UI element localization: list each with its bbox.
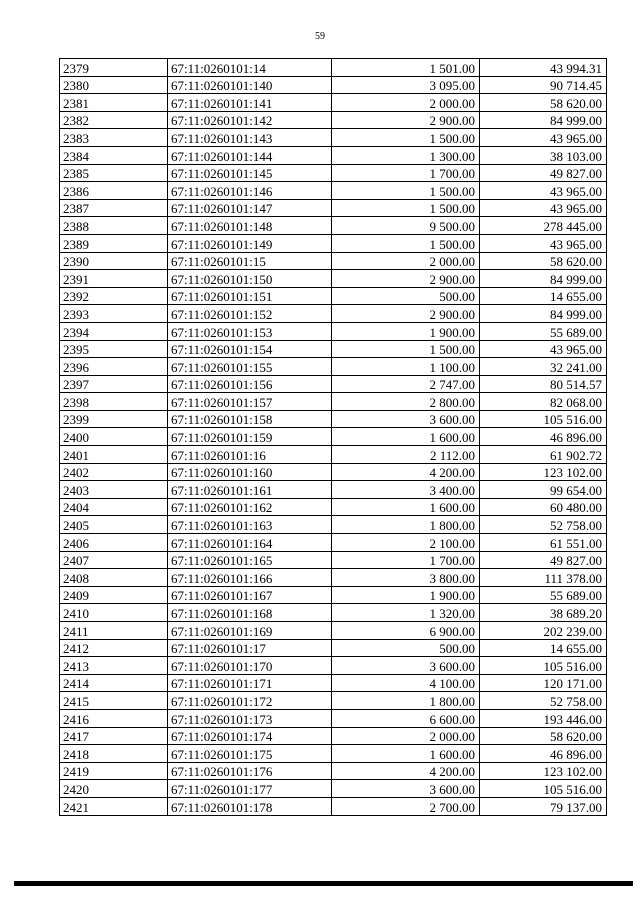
area-cell: 1 800.00	[332, 692, 480, 710]
row-number-cell: 2420	[60, 780, 168, 798]
row-number-cell: 2421	[60, 797, 168, 815]
cadastral-number-cell: 67:11:0260101:145	[168, 164, 332, 182]
row-number-cell: 2397	[60, 375, 168, 393]
cadastral-number-cell: 67:11:0260101:167	[168, 586, 332, 604]
cadastral-number-cell: 67:11:0260101:178	[168, 797, 332, 815]
cadastral-number-cell: 67:11:0260101:160	[168, 463, 332, 481]
cadastral-number-cell: 67:11:0260101:144	[168, 146, 332, 164]
area-cell: 1 700.00	[332, 164, 480, 182]
table-row	[60, 217, 607, 235]
row-number-cell: 2416	[60, 709, 168, 727]
value-cell: 111 378.00	[480, 569, 607, 587]
area-cell: 1 500.00	[332, 129, 480, 147]
table-row	[60, 410, 607, 428]
cadastral-number-cell: 67:11:0260101:150	[168, 270, 332, 288]
area-cell: 2 700.00	[332, 797, 480, 815]
table-row	[60, 322, 607, 340]
cadastral-number-cell: 67:11:0260101:164	[168, 534, 332, 552]
table-row	[60, 446, 607, 464]
row-number-cell: 2398	[60, 393, 168, 411]
area-cell: 3 095.00	[332, 76, 480, 94]
table-row	[60, 182, 607, 200]
area-cell: 1 800.00	[332, 516, 480, 534]
area-cell: 1 320.00	[332, 604, 480, 622]
row-number-cell: 2410	[60, 604, 168, 622]
row-number-cell: 2407	[60, 551, 168, 569]
row-number-cell: 2388	[60, 217, 168, 235]
cadastral-number-cell: 67:11:0260101:173	[168, 709, 332, 727]
table-row	[60, 709, 607, 727]
table-row	[60, 358, 607, 376]
value-cell: 60 480.00	[480, 498, 607, 516]
cadastral-number-cell: 67:11:0260101:166	[168, 569, 332, 587]
value-cell: 61 551.00	[480, 534, 607, 552]
value-cell: 79 137.00	[480, 797, 607, 815]
value-cell: 46 896.00	[480, 428, 607, 446]
area-cell: 3 800.00	[332, 569, 480, 587]
table-row	[60, 234, 607, 252]
cadastral-number-cell: 67:11:0260101:153	[168, 322, 332, 340]
table-row	[60, 762, 607, 780]
area-cell: 6 600.00	[332, 709, 480, 727]
table-row	[60, 551, 607, 569]
value-cell: 84 999.00	[480, 305, 607, 323]
value-cell: 14 655.00	[480, 287, 607, 305]
area-cell: 2 100.00	[332, 534, 480, 552]
area-cell: 3 400.00	[332, 481, 480, 499]
table-row	[60, 639, 607, 657]
footer-rule	[14, 881, 633, 886]
row-number-cell: 2400	[60, 428, 168, 446]
area-cell: 1 300.00	[332, 146, 480, 164]
table-row	[60, 129, 607, 147]
table-row	[60, 516, 607, 534]
table-row	[60, 428, 607, 446]
row-number-cell: 2390	[60, 252, 168, 270]
value-cell: 43 965.00	[480, 129, 607, 147]
area-cell: 4 200.00	[332, 762, 480, 780]
area-cell: 6 900.00	[332, 622, 480, 640]
cadastral-number-cell: 67:11:0260101:157	[168, 393, 332, 411]
cadastral-number-cell: 67:11:0260101:154	[168, 340, 332, 358]
row-number-cell: 2417	[60, 727, 168, 745]
row-number-cell: 2386	[60, 182, 168, 200]
table-row	[60, 164, 607, 182]
value-cell: 105 516.00	[480, 410, 607, 428]
value-cell: 58 620.00	[480, 727, 607, 745]
cadastral-number-cell: 67:11:0260101:14	[168, 59, 332, 77]
area-cell: 1 700.00	[332, 551, 480, 569]
value-cell: 84 999.00	[480, 111, 607, 129]
table-row	[60, 727, 607, 745]
value-cell: 43 965.00	[480, 340, 607, 358]
cadastral-number-cell: 67:11:0260101:151	[168, 287, 332, 305]
area-cell: 2 900.00	[332, 270, 480, 288]
row-number-cell: 2415	[60, 692, 168, 710]
value-cell: 82 068.00	[480, 393, 607, 411]
table-row	[60, 797, 607, 815]
value-cell: 80 514.57	[480, 375, 607, 393]
row-number-cell: 2399	[60, 410, 168, 428]
table-row	[60, 604, 607, 622]
row-number-cell: 2408	[60, 569, 168, 587]
value-cell: 90 714.45	[480, 76, 607, 94]
area-cell: 4 200.00	[332, 463, 480, 481]
area-cell: 1 500.00	[332, 340, 480, 358]
cadastral-number-cell: 67:11:0260101:165	[168, 551, 332, 569]
table-row	[60, 569, 607, 587]
cadastral-number-cell: 67:11:0260101:171	[168, 674, 332, 692]
area-cell: 3 600.00	[332, 780, 480, 798]
area-cell: 1 500.00	[332, 199, 480, 217]
cadastral-number-cell: 67:11:0260101:155	[168, 358, 332, 376]
row-number-cell: 2406	[60, 534, 168, 552]
value-cell: 120 171.00	[480, 674, 607, 692]
row-number-cell: 2382	[60, 111, 168, 129]
cadastral-table-container	[59, 58, 607, 816]
area-cell: 2 747.00	[332, 375, 480, 393]
table-row	[60, 622, 607, 640]
row-number-cell: 2384	[60, 146, 168, 164]
value-cell: 193 446.00	[480, 709, 607, 727]
cadastral-number-cell: 67:11:0260101:158	[168, 410, 332, 428]
value-cell: 38 103.00	[480, 146, 607, 164]
cadastral-table	[59, 58, 607, 816]
value-cell: 123 102.00	[480, 463, 607, 481]
table-row	[60, 252, 607, 270]
row-number-cell: 2380	[60, 76, 168, 94]
cadastral-number-cell: 67:11:0260101:168	[168, 604, 332, 622]
cadastral-number-cell: 67:11:0260101:142	[168, 111, 332, 129]
area-cell: 2 900.00	[332, 305, 480, 323]
value-cell: 46 896.00	[480, 745, 607, 763]
row-number-cell: 2418	[60, 745, 168, 763]
table-row	[60, 692, 607, 710]
table-row	[60, 780, 607, 798]
table-row	[60, 94, 607, 112]
cadastral-number-cell: 67:11:0260101:163	[168, 516, 332, 534]
row-number-cell: 2404	[60, 498, 168, 516]
cadastral-number-cell: 67:11:0260101:172	[168, 692, 332, 710]
row-number-cell: 2401	[60, 446, 168, 464]
row-number-cell: 2419	[60, 762, 168, 780]
cadastral-number-cell: 67:11:0260101:143	[168, 129, 332, 147]
table-row	[60, 76, 607, 94]
row-number-cell: 2379	[60, 59, 168, 77]
row-number-cell: 2391	[60, 270, 168, 288]
row-number-cell: 2409	[60, 586, 168, 604]
area-cell: 4 100.00	[332, 674, 480, 692]
cadastral-number-cell: 67:11:0260101:159	[168, 428, 332, 446]
area-cell: 1 100.00	[332, 358, 480, 376]
table-row	[60, 270, 607, 288]
page-number: 59	[315, 31, 325, 42]
table-row	[60, 59, 607, 77]
value-cell: 43 965.00	[480, 182, 607, 200]
area-cell: 1 501.00	[332, 59, 480, 77]
row-number-cell: 2389	[60, 234, 168, 252]
table-row	[60, 146, 607, 164]
cadastral-number-cell: 67:11:0260101:174	[168, 727, 332, 745]
area-cell: 2 000.00	[332, 727, 480, 745]
row-number-cell: 2402	[60, 463, 168, 481]
table-row	[60, 674, 607, 692]
row-number-cell: 2414	[60, 674, 168, 692]
table-row	[60, 340, 607, 358]
area-cell: 2 900.00	[332, 111, 480, 129]
cadastral-number-cell: 67:11:0260101:152	[168, 305, 332, 323]
row-number-cell: 2387	[60, 199, 168, 217]
cadastral-number-cell: 67:11:0260101:162	[168, 498, 332, 516]
area-cell: 3 600.00	[332, 410, 480, 428]
cadastral-number-cell: 67:11:0260101:146	[168, 182, 332, 200]
table-row	[60, 305, 607, 323]
cadastral-number-cell: 67:11:0260101:141	[168, 94, 332, 112]
value-cell: 58 620.00	[480, 252, 607, 270]
table-row	[60, 657, 607, 675]
value-cell: 43 965.00	[480, 234, 607, 252]
area-cell: 1 600.00	[332, 745, 480, 763]
value-cell: 49 827.00	[480, 551, 607, 569]
table-row	[60, 375, 607, 393]
cadastral-number-cell: 67:11:0260101:148	[168, 217, 332, 235]
area-cell: 9 500.00	[332, 217, 480, 235]
row-number-cell: 2385	[60, 164, 168, 182]
value-cell: 55 689.00	[480, 322, 607, 340]
area-cell: 1 600.00	[332, 498, 480, 516]
row-number-cell: 2393	[60, 305, 168, 323]
value-cell: 123 102.00	[480, 762, 607, 780]
value-cell: 58 620.00	[480, 94, 607, 112]
area-cell: 2 000.00	[332, 252, 480, 270]
value-cell: 105 516.00	[480, 780, 607, 798]
area-cell: 1 500.00	[332, 182, 480, 200]
table-row	[60, 481, 607, 499]
table-row	[60, 287, 607, 305]
value-cell: 278 445.00	[480, 217, 607, 235]
value-cell: 32 241.00	[480, 358, 607, 376]
value-cell: 61 902.72	[480, 446, 607, 464]
cadastral-number-cell: 67:11:0260101:147	[168, 199, 332, 217]
cadastral-number-cell: 67:11:0260101:170	[168, 657, 332, 675]
value-cell: 99 654.00	[480, 481, 607, 499]
table-row	[60, 463, 607, 481]
row-number-cell: 2381	[60, 94, 168, 112]
value-cell: 105 516.00	[480, 657, 607, 675]
row-number-cell: 2403	[60, 481, 168, 499]
table-row	[60, 498, 607, 516]
table-row	[60, 534, 607, 552]
row-number-cell: 2405	[60, 516, 168, 534]
table-row	[60, 586, 607, 604]
row-number-cell: 2383	[60, 129, 168, 147]
table-body	[60, 59, 607, 816]
cadastral-number-cell: 67:11:0260101:140	[168, 76, 332, 94]
value-cell: 84 999.00	[480, 270, 607, 288]
area-cell: 500.00	[332, 287, 480, 305]
table-row	[60, 393, 607, 411]
value-cell: 52 758.00	[480, 516, 607, 534]
area-cell: 1 600.00	[332, 428, 480, 446]
value-cell: 43 965.00	[480, 199, 607, 217]
cadastral-number-cell: 67:11:0260101:177	[168, 780, 332, 798]
cadastral-number-cell: 67:11:0260101:175	[168, 745, 332, 763]
area-cell: 1 900.00	[332, 586, 480, 604]
row-number-cell: 2411	[60, 622, 168, 640]
area-cell: 1 900.00	[332, 322, 480, 340]
area-cell: 1 500.00	[332, 234, 480, 252]
row-number-cell: 2412	[60, 639, 168, 657]
area-cell: 2 800.00	[332, 393, 480, 411]
area-cell: 3 600.00	[332, 657, 480, 675]
row-number-cell: 2413	[60, 657, 168, 675]
cadastral-number-cell: 67:11:0260101:16	[168, 446, 332, 464]
value-cell: 14 655.00	[480, 639, 607, 657]
table-row	[60, 111, 607, 129]
row-number-cell: 2396	[60, 358, 168, 376]
cadastral-number-cell: 67:11:0260101:169	[168, 622, 332, 640]
cadastral-number-cell: 67:11:0260101:161	[168, 481, 332, 499]
row-number-cell: 2392	[60, 287, 168, 305]
area-cell: 500.00	[332, 639, 480, 657]
cadastral-number-cell: 67:11:0260101:149	[168, 234, 332, 252]
value-cell: 55 689.00	[480, 586, 607, 604]
row-number-cell: 2394	[60, 322, 168, 340]
cadastral-number-cell: 67:11:0260101:176	[168, 762, 332, 780]
area-cell: 2 000.00	[332, 94, 480, 112]
cadastral-number-cell: 67:11:0260101:17	[168, 639, 332, 657]
value-cell: 43 994.31	[480, 59, 607, 77]
value-cell: 49 827.00	[480, 164, 607, 182]
value-cell: 202 239.00	[480, 622, 607, 640]
area-cell: 2 112.00	[332, 446, 480, 464]
value-cell: 52 758.00	[480, 692, 607, 710]
cadastral-number-cell: 67:11:0260101:156	[168, 375, 332, 393]
value-cell: 38 689.20	[480, 604, 607, 622]
table-row	[60, 745, 607, 763]
cadastral-number-cell: 67:11:0260101:15	[168, 252, 332, 270]
row-number-cell: 2395	[60, 340, 168, 358]
table-row	[60, 199, 607, 217]
